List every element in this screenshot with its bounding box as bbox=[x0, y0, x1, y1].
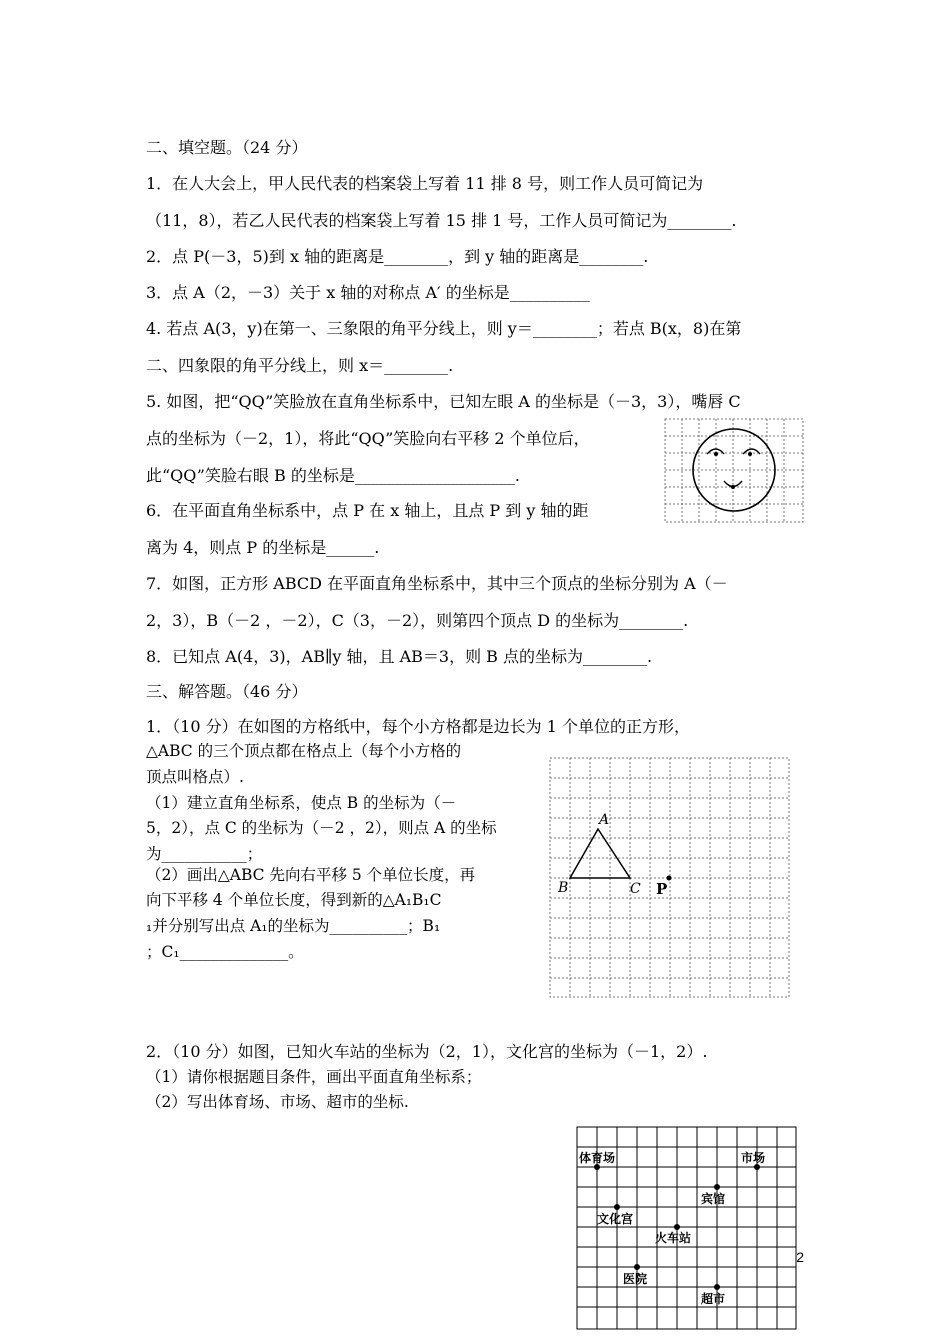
stadium-label: 体育场 bbox=[579, 1151, 616, 1165]
market-label: 市场 bbox=[741, 1151, 766, 1165]
smiley-grid-figure bbox=[664, 418, 804, 524]
question-1-line2: （11，8），若乙人民代表的档案袋上写着 15 排 1 号，工作人员可简记为________. bbox=[146, 211, 737, 230]
hospital-point bbox=[634, 1264, 640, 1270]
question-5-line2: 点的坐标为（－2，1），将此“QQ”笑脸向右平移 2 个单位后， bbox=[146, 429, 590, 448]
triangle-grid-figure bbox=[549, 757, 791, 999]
question-5-line3: 此“QQ”笑脸右眼 B 的坐标是____________________. bbox=[146, 466, 520, 485]
question-1-line1: 1．在人大会上，甲人民代表的档案袋上写着 11 排 8 号，则工作人员可简记为 bbox=[146, 174, 704, 193]
question-6-line2: 离为 4，则点 P 的坐标是______. bbox=[146, 538, 380, 557]
section2-heading: 二、填空题。（24 分） bbox=[146, 138, 308, 157]
map-grid-figure bbox=[576, 1126, 798, 1330]
problem-1-line5: 5，2），点 C 的坐标为（－2 ，2），则点 A 的坐标 bbox=[146, 819, 497, 837]
section3-heading: 三、解答题。（46 分） bbox=[146, 682, 308, 701]
problem-1-line2: △ABC 的三个顶点都在格点上（每个小方格的 bbox=[146, 742, 462, 760]
right-eye bbox=[748, 452, 752, 456]
point-p-label: P bbox=[656, 880, 668, 898]
cultural-palace-label: 文化宫 bbox=[597, 1212, 634, 1226]
question-2: 2．点 P(－3，5)到 x 轴的距离是________，到 y 轴的距离是________. bbox=[146, 247, 649, 266]
page-number: 2 bbox=[796, 1249, 804, 1265]
hotel-label: 宾馆 bbox=[701, 1192, 726, 1206]
problem-1-line10: ；C₁______________。 bbox=[146, 943, 304, 961]
question-7-line1: 7．如图，正方形 ABCD 在平面直角坐标系中，其中三个顶点的坐标分别为 A（－ bbox=[146, 574, 728, 593]
hospital-label: 医院 bbox=[623, 1272, 648, 1286]
hotel-point bbox=[714, 1184, 720, 1190]
triangle-abc bbox=[570, 829, 630, 878]
problem-2-line2: （1）请你根据题目条件，画出平面直角坐标系； bbox=[146, 1068, 482, 1086]
question-5-line1: 5. 如图，把“QQ”笑脸放在直角坐标系中，已知左眼 A 的坐标是（－3，3），嘴唇 C bbox=[146, 392, 741, 411]
mouth-point bbox=[731, 485, 735, 489]
problem-1-line7: （2）画出△ABC 先向右平移 5 个单位长度，再 bbox=[146, 866, 476, 884]
vertex-b-label: B bbox=[558, 880, 569, 896]
supermarket-label: 超市 bbox=[701, 1292, 726, 1306]
cultural-palace-point bbox=[614, 1204, 620, 1210]
problem-1-line9: ₁并分别写出点 A₁的坐标为__________；B₁ bbox=[146, 917, 441, 935]
problem-1-line1: 1．（10 分）在如图的方格纸中，每个小方格都是边长为 1 个单位的正方形， bbox=[146, 717, 690, 736]
left-eye bbox=[714, 452, 718, 456]
question-4-line1: 4. 若点 A(3，y)在第一、三象限的角平分线上，则 y＝________；若点 B(x，8)在第 bbox=[146, 319, 742, 338]
question-4-line2: 二、四象限的角平分线上，则 x＝________. bbox=[146, 356, 454, 375]
problem-2-line3: （2）写出体育场、市场、超市的坐标. bbox=[146, 1093, 409, 1111]
train-station-label: 火车站 bbox=[655, 1231, 692, 1245]
problem-1-line8: 向下平移 4 个单位长度，得到新的△A₁B₁C bbox=[146, 891, 442, 909]
train-station-point bbox=[674, 1224, 680, 1230]
question-8: 8．已知点 A(4，3)，AB∥y 轴，且 AB＝3，则 B 点的坐标为________. bbox=[146, 647, 653, 666]
supermarket-point bbox=[714, 1284, 720, 1290]
question-3: 3．点 A（2，－3）关于 x 轴的对称点 A′ 的坐标是__________ bbox=[146, 283, 590, 302]
problem-2-line1: 2．（10 分）如图，已知火车站的坐标为（2，1），文化宫的坐标为（－1，2）. bbox=[146, 1042, 708, 1061]
problem-1-line6: 为___________； bbox=[146, 845, 263, 863]
vertex-a-label: A bbox=[599, 812, 610, 828]
problem-1-line3: 顶点叫格点）. bbox=[146, 768, 244, 786]
question-6-line1: 6．在平面直角坐标系中，点 P 在 x 轴上，且点 P 到 y 轴的距 bbox=[146, 501, 589, 520]
vertex-c-label: C bbox=[630, 881, 641, 897]
problem-1-line4: （1）建立直角坐标系，使点 B 的坐标为（－ bbox=[146, 794, 457, 812]
question-7-line2: 2，3），B（－2 ，－2），C（3，－2），则第四个顶点 D 的坐标为________. bbox=[146, 611, 689, 630]
